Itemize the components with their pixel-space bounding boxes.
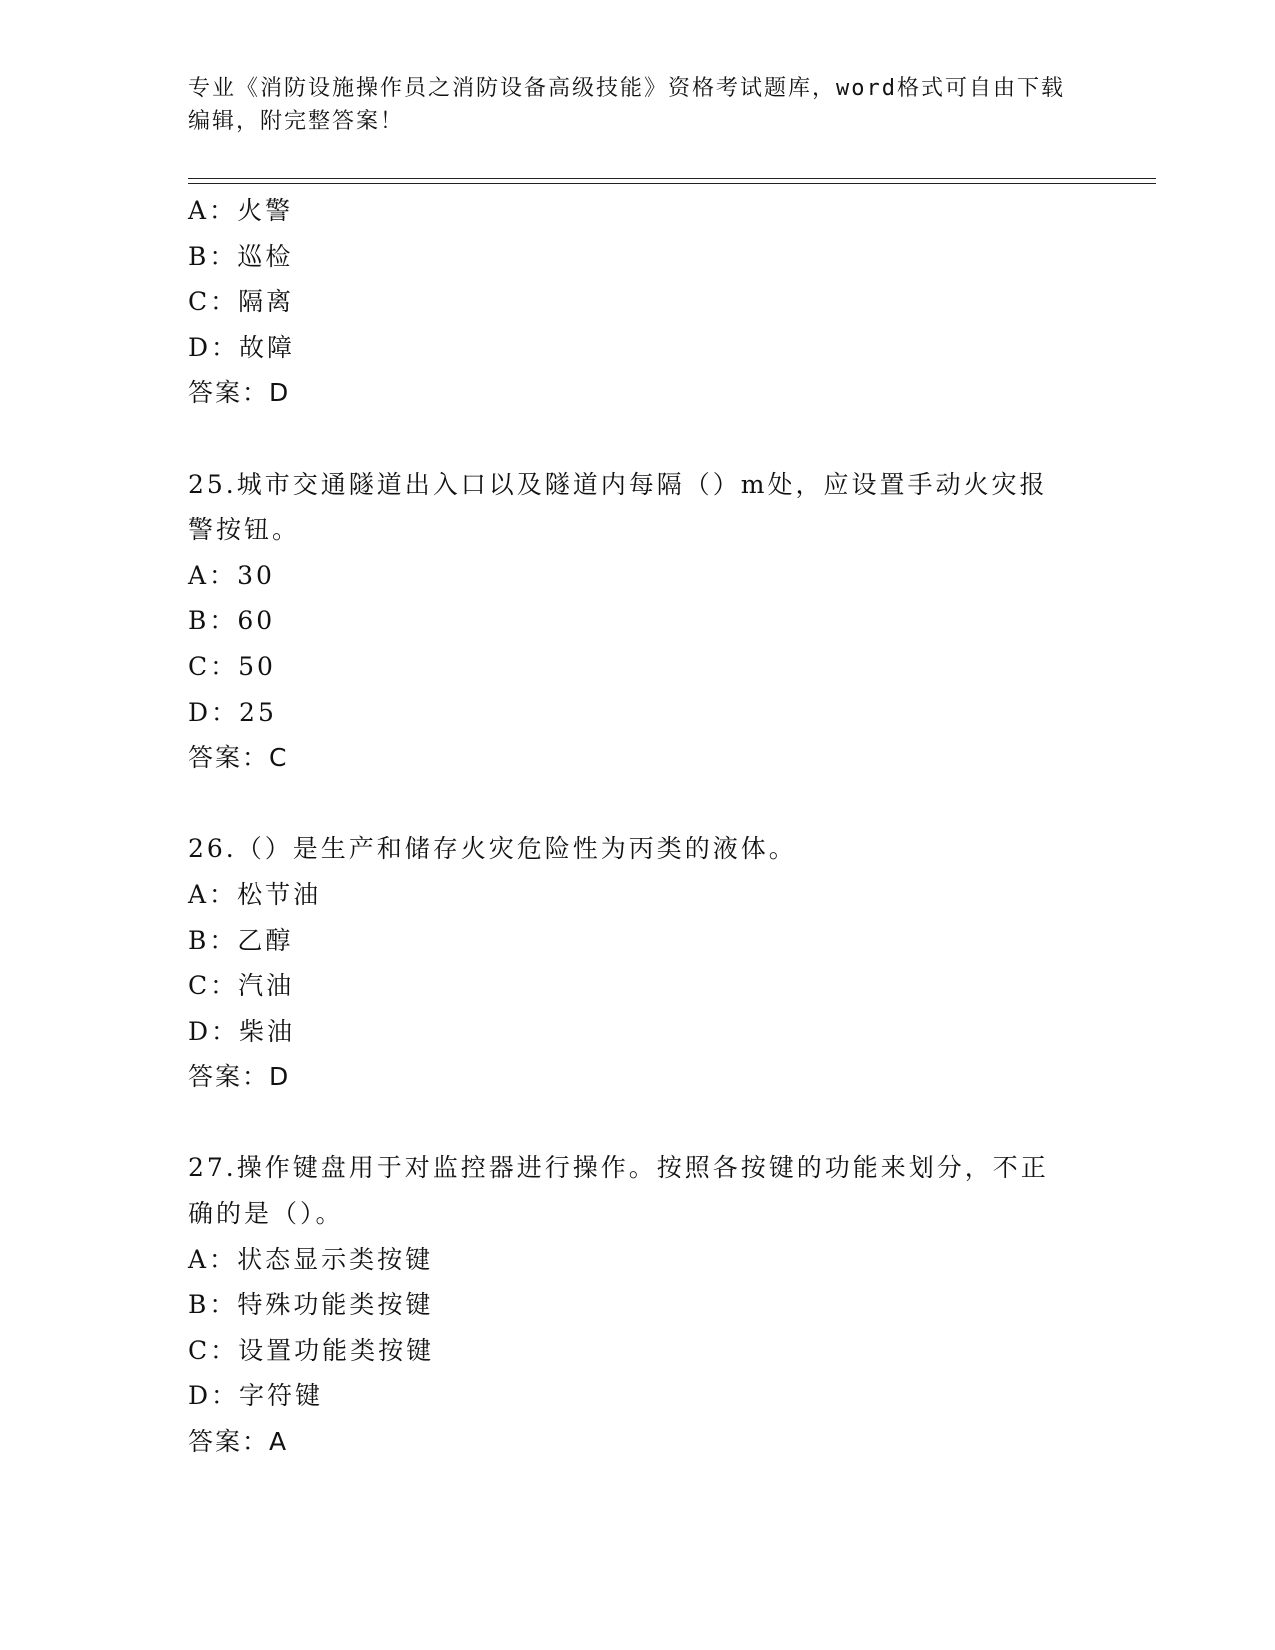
header-rule-top bbox=[188, 178, 1156, 179]
option-a: A：火警 bbox=[188, 196, 294, 225]
document-header: 专业《消防设施操作员之消防设备高级技能》资格考试题库，word格式可自由下载编辑，附完整答案！ bbox=[188, 76, 1065, 134]
option-b: B：特殊功能类按键 bbox=[188, 1290, 434, 1320]
option-c: C：50 bbox=[188, 651, 276, 681]
question-27 bbox=[188, 1145, 1068, 1464]
question-24-continued bbox=[188, 188, 1068, 416]
question-26 bbox=[188, 826, 1068, 1100]
question-stem: 25.城市交通隧道出入口以及隧道内每隔（）m处，应设置手动火灾报警按钮。 bbox=[188, 469, 1048, 545]
option-a: A：状态显示类按键 bbox=[188, 1244, 434, 1274]
question-stem: 26.（）是生产和储存火灾危险性为丙类的液体。 bbox=[188, 834, 797, 864]
question-25 bbox=[188, 462, 1068, 781]
question-list bbox=[188, 188, 1068, 1465]
option-d: D：故障 bbox=[188, 332, 296, 362]
option-d: D：25 bbox=[188, 697, 277, 727]
spacer bbox=[188, 416, 1068, 462]
option-b: B：巡检 bbox=[188, 241, 294, 271]
option-c: C：隔离 bbox=[188, 287, 295, 317]
spacer bbox=[188, 1100, 1068, 1146]
option-c: C：汽油 bbox=[188, 971, 295, 1001]
header-rule-bottom bbox=[188, 183, 1156, 184]
option-a: A：松节油 bbox=[188, 879, 322, 909]
question-stem: 27.操作键盘用于对监控器进行操作。按照各按键的功能来划分，不正确的是（）。 bbox=[188, 1153, 1049, 1229]
option-a: A：30 bbox=[188, 560, 275, 590]
spacer bbox=[188, 781, 1068, 827]
answer-line: 答案：D bbox=[188, 1062, 291, 1092]
answer-line: 答案：A bbox=[188, 1427, 289, 1457]
option-d: D：柴油 bbox=[188, 1016, 296, 1046]
option-c: C：设置功能类按键 bbox=[188, 1335, 435, 1365]
option-d: D：字符键 bbox=[188, 1381, 324, 1411]
option-b: B：乙醇 bbox=[188, 925, 294, 955]
answer-line: 答案：C bbox=[188, 743, 289, 773]
answer-line: 答案：D bbox=[188, 378, 291, 408]
option-b: B：60 bbox=[188, 606, 276, 636]
